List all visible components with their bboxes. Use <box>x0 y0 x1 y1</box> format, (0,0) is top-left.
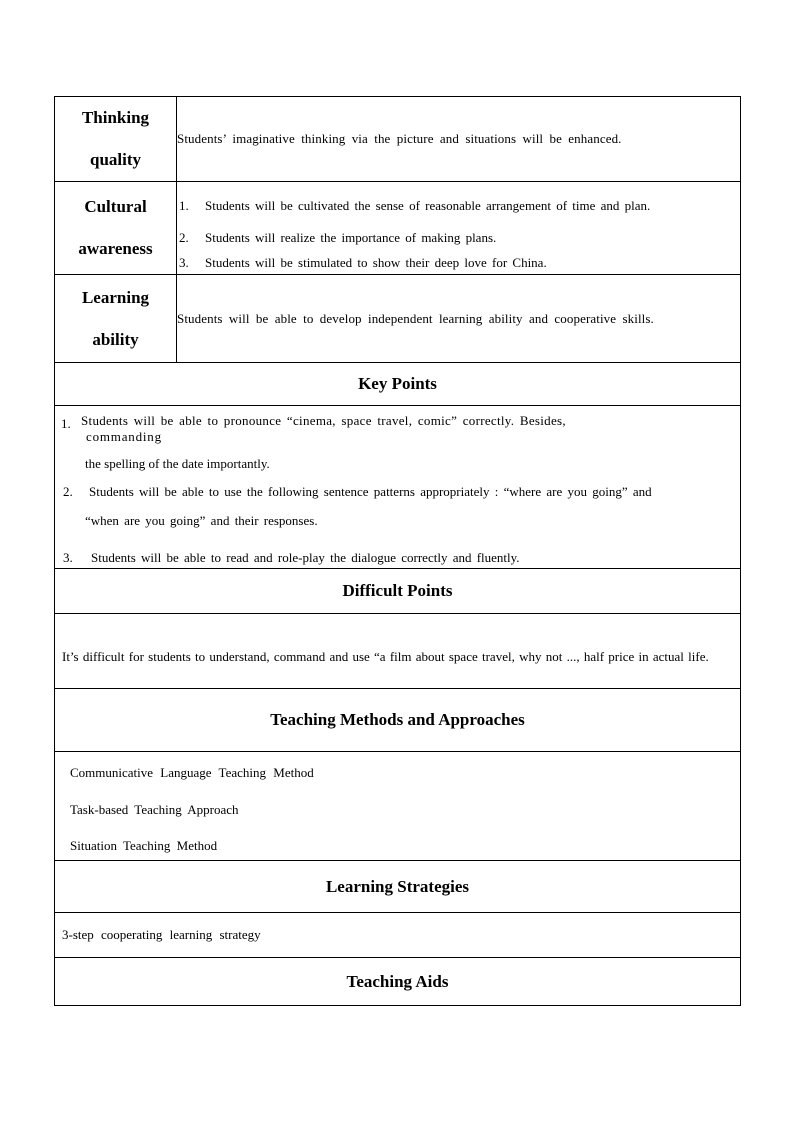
label-line: Thinking <box>81 108 150 127</box>
learning-ability-row <box>55 275 741 363</box>
methods-list <box>55 752 741 861</box>
key-point-text: Students will be able to read and role-play the dialogue correctly and fluently. <box>91 550 520 565</box>
label-line: Learning <box>81 287 150 307</box>
difficult-points-text: It’s difficult for students to understand, command and use “a film about space travel, why not ..., half price in actual life. <box>55 614 741 689</box>
list-number: 3. <box>179 255 189 270</box>
label-line: quality <box>89 150 142 169</box>
cultural-awareness-row <box>55 182 741 275</box>
method-item: Situation Teaching Method <box>70 838 218 853</box>
methods-heading-row <box>55 689 741 752</box>
difficult-points-heading-row <box>55 569 741 614</box>
key-points-content <box>55 406 741 569</box>
list-number: 2. <box>179 230 189 245</box>
difficult-points-content-row <box>55 614 741 689</box>
key-point-text: Students will be able to pronounce “cinema, space travel, comic” correctly. Besides, <box>81 413 566 428</box>
key-point-3 <box>61 550 736 566</box>
methods-content-row <box>55 752 741 861</box>
list-item <box>177 254 740 272</box>
cultural-awareness-cell <box>177 182 741 275</box>
list-text: Students will be cultivated the sense of reasonable arrangement of time and plan. <box>205 198 651 213</box>
key-points-heading-row <box>55 363 741 406</box>
key-point-text: “when are you going” and their responses. <box>85 513 318 528</box>
list-text: Students will realize the importance of making plans. <box>205 230 497 245</box>
key-points-content-row <box>55 406 741 569</box>
strategies-content-row <box>55 913 741 958</box>
method-item: Communicative Language Teaching Method <box>70 765 314 780</box>
key-point-1 <box>61 413 736 472</box>
learning-ability-label <box>55 275 177 363</box>
thinking-quality-row <box>55 97 741 182</box>
strategies-heading-row <box>55 861 741 913</box>
method-item: Task-based Teaching Approach <box>70 802 239 817</box>
thinking-quality-label <box>55 97 177 182</box>
list-number: 3. <box>63 550 73 565</box>
cultural-awareness-label <box>55 182 177 275</box>
strategies-text: 3-step cooperating learning strategy <box>55 913 741 958</box>
methods-heading: Teaching Methods and Approaches <box>55 689 741 752</box>
learning-ability-text: Students will be able to develop independent learning ability and cooperative skills. <box>177 275 741 363</box>
key-point-text: the spelling of the date importantly. <box>85 456 270 471</box>
lesson-plan-table <box>54 96 741 1006</box>
aids-heading-row <box>55 958 741 1006</box>
label-line: awareness <box>78 239 153 258</box>
key-points-heading: Key Points <box>55 363 741 406</box>
list-number: 1. <box>61 416 71 431</box>
list-text: Students will be stimulated to show their deep love for China. <box>205 255 547 270</box>
key-point-text: Students will be able to use the following sentence patterns appropriately : “where are you going” and <box>89 484 652 499</box>
label-line: Cultural <box>84 197 147 216</box>
difficult-points-heading: Difficult Points <box>55 569 741 614</box>
aids-heading: Teaching Aids <box>55 958 741 1006</box>
thinking-quality-text: Students’ imaginative thinking via the picture and situations will be enhanced. <box>177 97 741 182</box>
key-point-2 <box>61 484 736 529</box>
list-item <box>177 228 740 248</box>
list-number: 1. <box>179 198 189 213</box>
strategies-heading: Learning Strategies <box>55 861 741 913</box>
key-point-text: commanding <box>86 429 162 444</box>
list-item <box>177 196 740 216</box>
list-number: 2. <box>63 484 73 499</box>
label-line: ability <box>92 329 139 349</box>
